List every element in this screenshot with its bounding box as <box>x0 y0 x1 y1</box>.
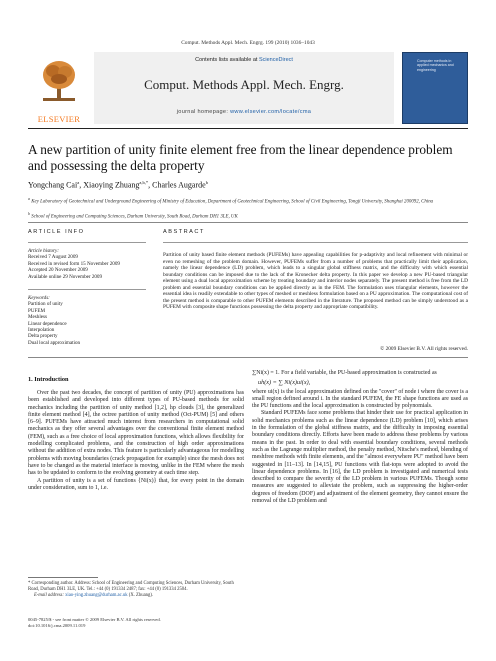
author-mark: b <box>205 180 208 185</box>
keyword: Delta property <box>28 333 58 340</box>
abstract-rule <box>163 242 468 243</box>
body-paragraph: Standard PUFEMs face some problems that hinder their use for practical application in solid mechanics problems such as the linear dependence (LD) problem [10], which arises in the formulation of the global stiffness matrix, and the difficulty in imposing essential boundary conditions directly. Efforts have been made to address these problems by various means in the past. In order to deal with essential boundary conditions, several methods such as the Lagrange multiplier method, the penalty method, Nitsche's method, blending of meshfree methods with finite elements, and the "almost everywhere PU" method have been suggested in [11–13]. In [14,15], PU functions with flat-tops were adopted to avoid the linear dependence problems. In [16], the LD problem is investigated and numerical tests described to compare the severity of the LD problem in various PUFEMs. Though some measures are suggested to alleviate the problem, such as suppressing the higher-order degrees of freedom (DOF) and adjustment of the element geometry, they cannot ensure the removal of the LD problem and <box>252 410 468 505</box>
elsevier-logo[interactable] <box>28 52 90 124</box>
journal-cover-thumbnail[interactable] <box>402 52 468 124</box>
keyword: Meshless <box>28 314 47 321</box>
footnote-rule <box>28 577 98 578</box>
affiliation-mark: b <box>28 211 31 216</box>
keywords-label: Keywords: <box>28 295 50 301</box>
affiliation-text: School of Engineering and Computing Sciences, Durham University, South Road, Durham DH1 3LE, UK <box>31 214 238 220</box>
author-list: Yongchang Cai$^a$, Xiaoying Zhuang$^{a,b,*}$, Charles Augarde$^b$ <box>28 180 208 190</box>
article-info-heading: ARTICLE INFO <box>28 229 85 235</box>
equation: uh(x) = ∑ Ni(x)ui(x), <box>258 379 311 387</box>
header-divider <box>28 222 468 223</box>
article-history <box>28 248 148 280</box>
history-entry: Available online 29 November 2009 <box>28 273 103 280</box>
homepage-line <box>94 109 394 115</box>
homepage-prefix: journal homepage: <box>176 109 231 115</box>
affiliation-a <box>28 196 468 205</box>
sciencedirect-link[interactable]: ScienceDirect <box>258 57 293 63</box>
issn-line: 0045-7825/$ - see front matter © 2009 Elsevier B.V. All rights reserved. <box>28 617 161 622</box>
contents-prefix: Contents lists available at <box>195 57 259 63</box>
author-mark: a,b,* <box>139 180 149 185</box>
abstract-text: Partition of unity based finite element methods (PUFEMs) have appealing capabilities for p-adaptivity and local refinement with minimal or even no remeshing of the problem domain. However, PUFEMs suffer from a number of problems that practically limit their application, namely the linear dependence (LD) problem, which leads to a singular global stiffness matrix, and the difficulty with which essential boundary conditions can be imposed due to the lack of the Kronecker delta property. In this paper we develop a new PU-based triangular element using a dual local approximation scheme by treating boundary and interior nodes separately. The present method is free from the LD problem and essential boundary conditions can be applied directly as in the FEM. The formulation uses triangular elements, however the essential idea is readily extendable to other types of meshed or meshless formulation based on a PU approximation. The computational cost of the present method is comparable to other PUFEM elements described in the literature. The proposed method can be simply understood as a PUFEM with composite shape functions possessing the delta property and appropriate compatibility. <box>163 252 468 311</box>
history-entry: Accepted 20 November 2009 <box>28 267 88 274</box>
cover-text: Computer methods in applied mechanics and engineering <box>417 59 454 72</box>
keyword: Partition of unity <box>28 301 63 308</box>
body-paragraph: ∑Ni(x) = 1. For a field variable, the PU-based approximation is constructed as <box>252 370 437 376</box>
footnote-email-line <box>28 593 243 599</box>
info-rule <box>28 242 146 243</box>
affiliation-text: Key Laboratory of Geotechnical and Underground Engineering of Ministry of Education, Department of Geotechnical Engineering, School of Civil Engineering, Tongji University, Shanghai 200092, China <box>31 199 434 205</box>
contents-line <box>94 57 394 63</box>
abstract-heading: ABSTRACT <box>163 229 205 235</box>
history-entry: Received in revised form 15 November 2009 <box>28 260 120 267</box>
footnote <box>28 581 243 599</box>
keyword: Dual local approximation <box>28 339 81 346</box>
keywords <box>28 295 148 346</box>
author-name: Yongchang Cai <box>28 180 78 190</box>
journal-masthead <box>28 52 468 124</box>
body-column-left <box>28 390 244 492</box>
body-paragraph: A partition of unity is a set of functions {Ni(x)} that, for every point in the domain under consideration, sum to 1, i.e. <box>28 477 244 491</box>
author-name: Xiaoying Zhuang <box>83 180 140 190</box>
homepage-link[interactable]: www.elsevier.com/locate/cma <box>230 109 312 115</box>
running-citation: Comput. Methods Appl. Mech. Engrg. 199 (2010) 1036–1043 <box>181 40 315 46</box>
section-heading: 1. Introduction <box>28 376 69 383</box>
keyword: Interpolation <box>28 327 55 334</box>
author-name: Charles Augarde <box>152 180 206 190</box>
copyright-line: © 2009 Elsevier B.V. All rights reserved. <box>380 346 468 352</box>
doi-link[interactable]: doi:10.1016/j.cma.2009.11.019 <box>28 622 86 628</box>
email-suffix: (X. Zhuang). <box>127 592 154 598</box>
tree-logo-icon <box>40 58 78 102</box>
article-title: A new partition of unity finite element free from the linear dependence problem and possessing the delta property <box>28 142 453 173</box>
journal-title: Comput. Methods Appl. Mech. Engrg. <box>144 77 344 92</box>
info-rule <box>28 289 146 290</box>
front-matter-info <box>28 617 161 629</box>
email-link[interactable]: xiao-ying.zhuang@durham.ac.uk <box>65 592 128 598</box>
footnote-text: * Corresponding author. Address: School of Engineering and Computing Sciences, Durham University, South Road, Durham DH1 3LE, UK. Tel.: +44 (0) 191334 2487; fax: +44 (0) 191334 2504. <box>28 581 234 592</box>
email-label: E-mail address: <box>34 592 66 598</box>
journal-banner <box>94 52 394 124</box>
affiliation-mark: a <box>28 196 31 201</box>
publisher-name: ELSEVIER <box>37 114 81 124</box>
keyword: Linear dependence <box>28 320 67 327</box>
body-paragraph: where ui(x) is the local approximation defined on the "cover" of node i where the cover is a small region defined around i. In the standard PUFEM, the FE shape functions are used as the PU functions and the local approximation is constructed by polynomials. <box>252 388 468 410</box>
history-entry: Received 7 August 2009 <box>28 254 78 261</box>
author-mark: a <box>77 180 80 185</box>
body-paragraph: Over the past two decades, the concept of partition of unity (PU) approximations has been established and developed into different types of PU-based methods for solid mechanics including the partition of unity method [1,2], hp clouds [3], the generalized finite element method [4], the octree partition of unity method (Oct-PUM) [5] and others [6–9]. PUFEMs have attracted much interest from researchers in computational solid mechanics as they offer several advantages over the conventional finite element method (FEM), such as a free choice of local approximation functions, which allows flexibility for modelling complicated problems, and the construction of high order approximations without the addition of extra nodes. This feature is particularly advantageous for modelling problems with moving boundaries (crack propagation for example) since the mesh does not have to be changed as the material interface is moving, unlike in the FEM where the mesh has to be updated to conform to the evolving geometry at each time step. <box>28 390 244 477</box>
masthead-divider <box>28 128 468 129</box>
abstract-divider <box>28 357 468 358</box>
body-column-right <box>252 370 468 505</box>
keyword: PUFEM <box>28 307 45 314</box>
history-label: Article history: <box>28 248 59 254</box>
affiliation-b <box>28 211 468 220</box>
